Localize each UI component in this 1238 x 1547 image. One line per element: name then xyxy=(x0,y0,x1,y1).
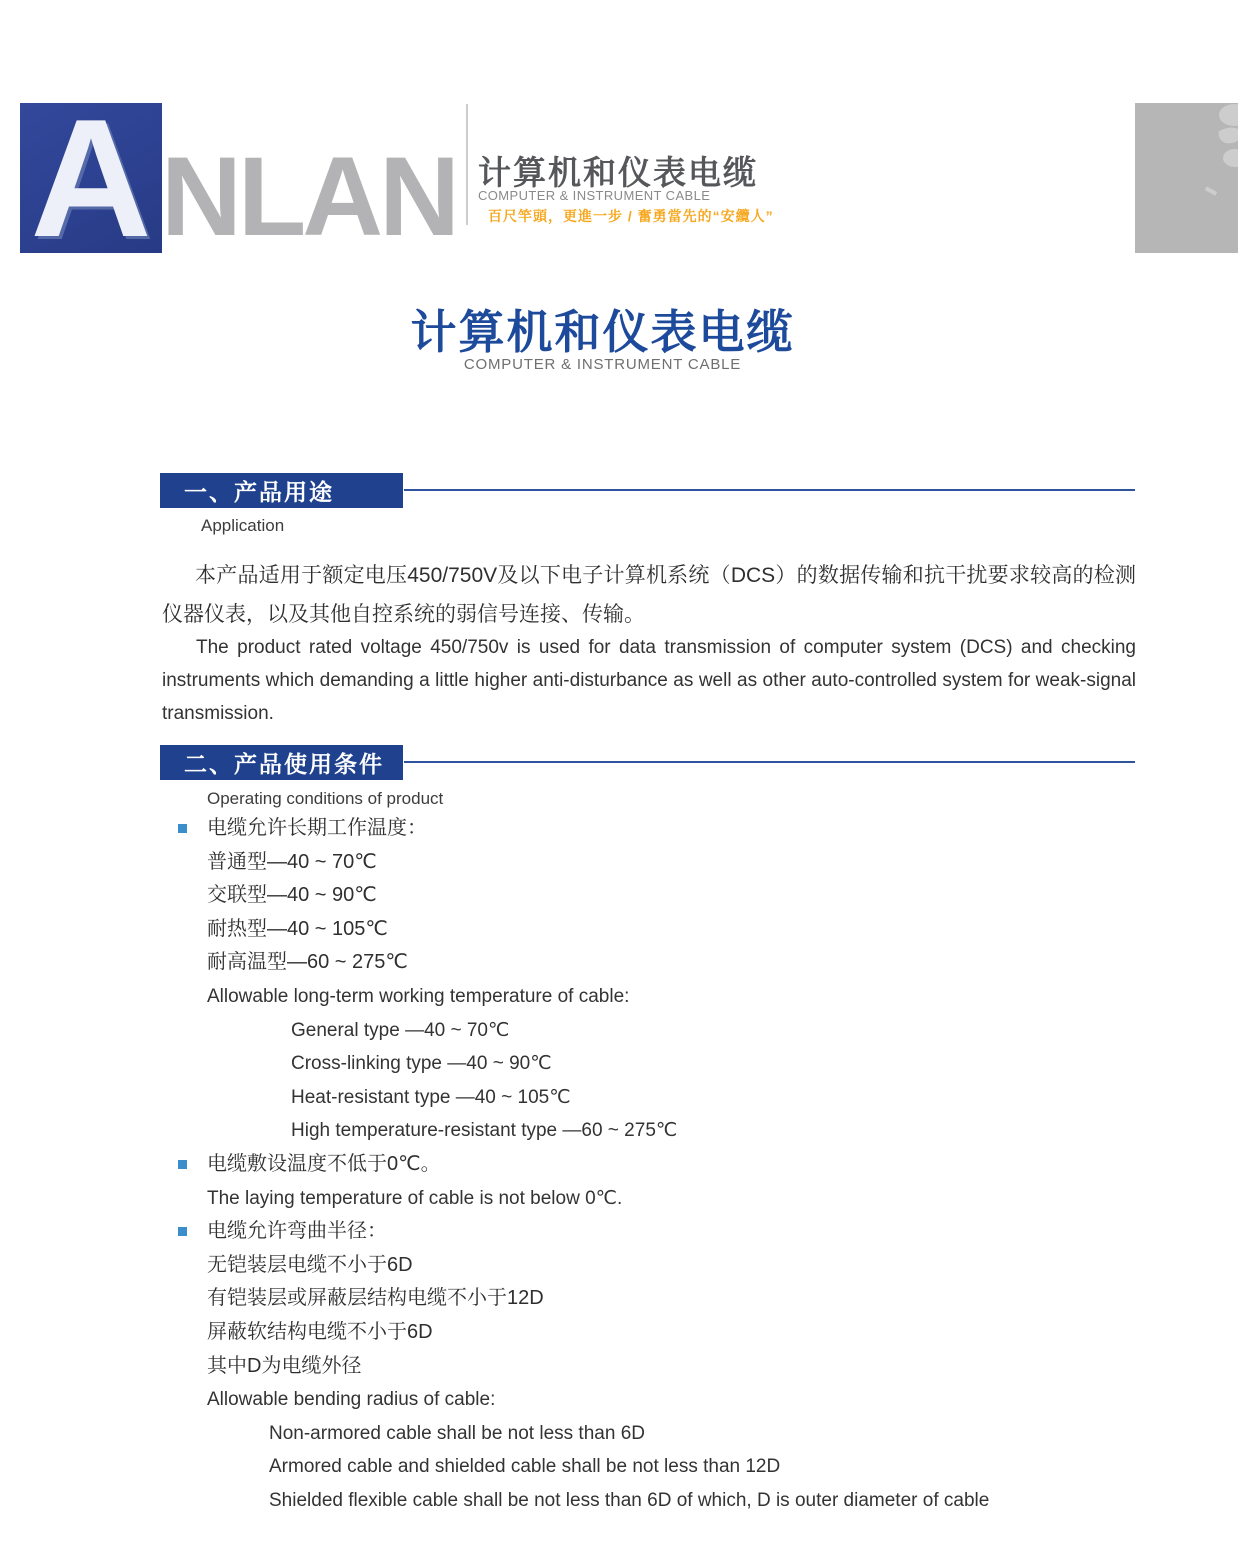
conditions-list xyxy=(162,812,1162,1517)
application-paragraph-cn: 本产品适用于额定电压450/750V及以下电子计算机系统（DCS）的数据传输和抗干扰要求较高的检测仪器仪表，以及其他自控系统的弱信号连接、传输。 xyxy=(162,564,1136,626)
condition-line: Cross-linking type —40 ~ 90℃ xyxy=(291,1053,552,1075)
condition-line: 交联型—40 ~ 90℃ xyxy=(207,884,377,907)
condition-line: High temperature-resistant type —60 ~ 275℃ xyxy=(291,1120,678,1142)
condition-line: 有铠装层或屏蔽层结构电缆不小于12D xyxy=(207,1287,544,1310)
page-subtitle: COMPUTER & INSTRUMENT CABLE xyxy=(463,356,742,373)
condition-line: 耐高温型—60 ~ 275℃ xyxy=(207,951,408,974)
section-heading-application: 一、产品用途 xyxy=(160,473,403,508)
page-title: 计算机和仪表电缆 xyxy=(410,306,795,358)
condition-line: 耐热型—40 ~ 105℃ xyxy=(207,917,388,940)
logo-text-nlan: NLAN xyxy=(161,134,457,259)
condition-line: 其中D为电缆外径 xyxy=(207,1354,362,1377)
section-rule xyxy=(404,489,1135,491)
anlan-logo xyxy=(20,103,162,253)
condition-line: Shielded flexible cable shall be not less than 6D of which, D is outer diameter of cable xyxy=(269,1489,990,1511)
section-subheading-application-en: Application xyxy=(201,516,285,535)
condition-line: The laying temperature of cable is not below 0℃. xyxy=(207,1187,623,1209)
header-slogan: 百尺竿頭，更進一步 / 奮勇當先的“安纜人” xyxy=(488,208,774,224)
condition-line: 无铠装层电缆不小于6D xyxy=(207,1253,413,1276)
condition-line: 电缆允许长期工作温度： xyxy=(162,812,1162,846)
header-product-title-cn: 计算机和仪表电缆 xyxy=(478,154,758,191)
condition-line: Armored cable and shielded cable shall be not less than 12D xyxy=(269,1456,781,1478)
condition-line: Allowable bending radius of cable: xyxy=(207,1389,496,1411)
corner-leaf-graphic xyxy=(1135,103,1238,253)
section-rule xyxy=(404,761,1135,763)
header-product-title-en: COMPUTER & INSTRUMENT CABLE xyxy=(478,188,711,203)
leaf-decoration-icon xyxy=(1135,103,1238,253)
condition-line: Heat-resistant type —40 ~ 105℃ xyxy=(291,1086,571,1108)
logo-letter-a: A xyxy=(30,103,152,253)
application-paragraph-en: The product rated voltage 450/750v is used for data transmission of computer system (DCS) and checking instruments which demanding a little higher anti-disturbance as well as other auto-controlled system for weak-signal transmission. xyxy=(162,637,1136,724)
condition-line: 电缆允许弯曲半径： xyxy=(162,1215,1162,1249)
condition-line: Allowable long-term working temperature of cable: xyxy=(207,985,630,1007)
condition-line: General type —40 ~ 70℃ xyxy=(291,1019,510,1041)
condition-line: Non-armored cable shall be not less than 6D xyxy=(269,1422,645,1444)
header-divider xyxy=(466,104,468,225)
condition-line: 屏蔽软结构电缆不小于6D xyxy=(207,1320,433,1343)
section-subheading-conditions-en: Operating conditions of product xyxy=(207,789,444,808)
condition-line: 电缆敷设温度不低于0℃。 xyxy=(162,1148,1162,1182)
condition-line: 普通型—40 ~ 70℃ xyxy=(207,850,377,873)
section-heading-conditions: 二、产品使用条件 xyxy=(160,745,403,780)
